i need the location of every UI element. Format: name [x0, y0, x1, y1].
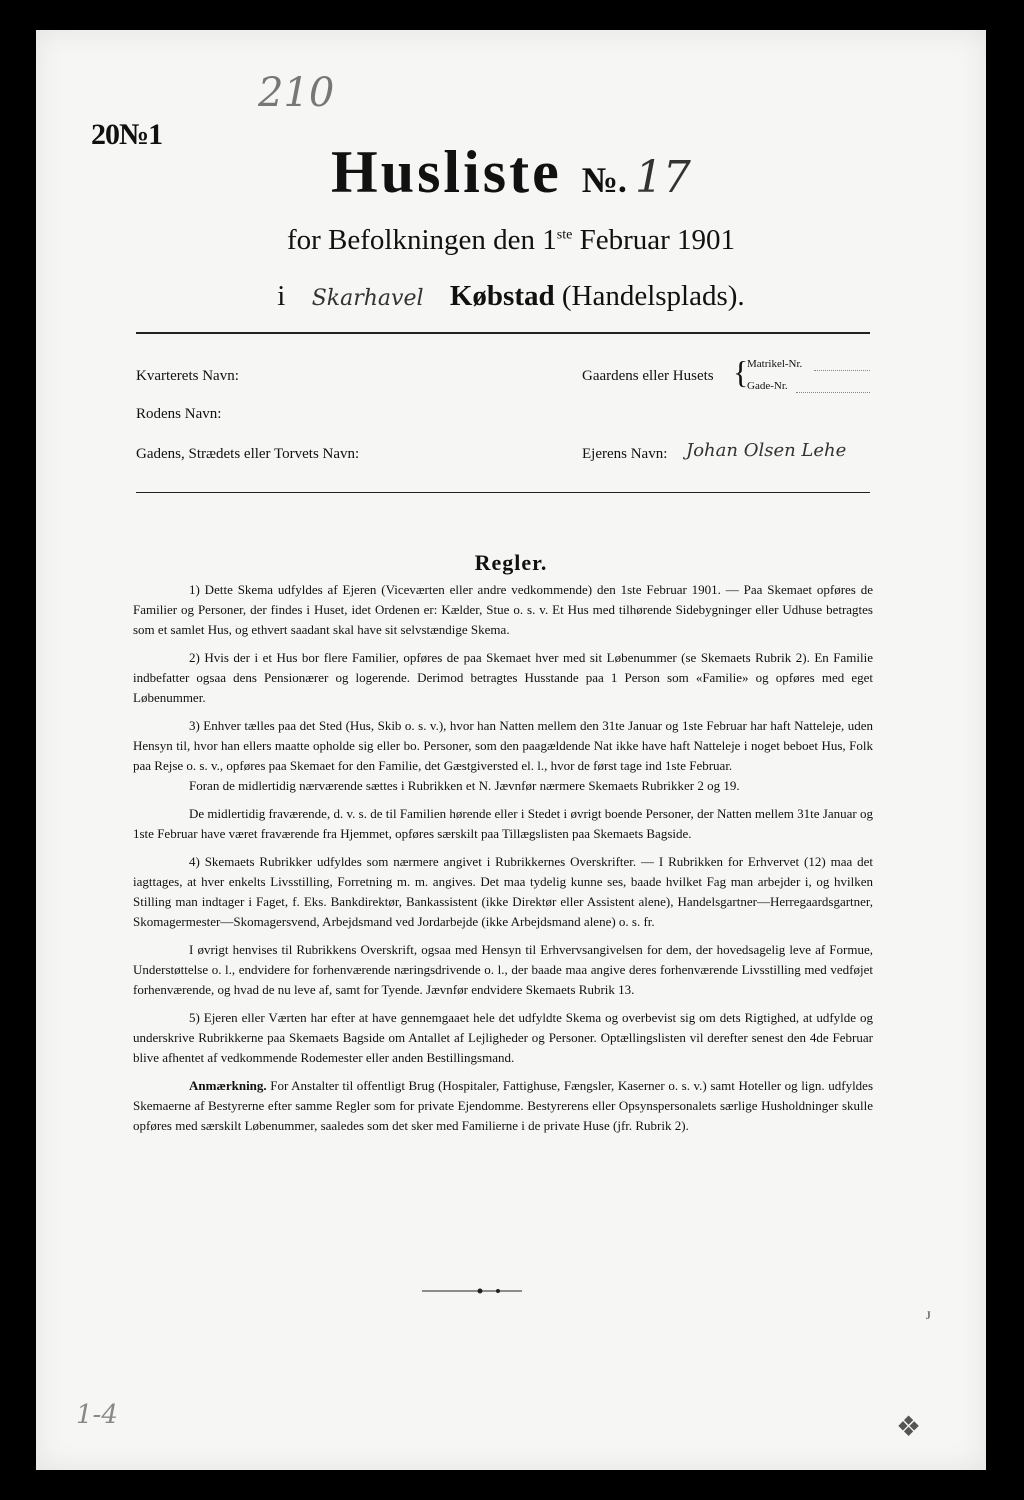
ornament-divider — [422, 1288, 522, 1294]
handwritten-owner-name: Johan Olsen Lehe — [686, 440, 847, 461]
rule-paragraph: 2) Hvis der i et Hus bor flere Familier, opføres de paa Skemaet hver med sit Løbenummer (se Skemaets Rubrik 2). En Familie indbefatter ogsaa dens Pensionærer og logerende. Derimod betragtes Husstande paa 1 Person som «Familie» og opføres med eget Løbenummer. — [133, 650, 873, 705]
rule-paragraph: 5) Ejeren eller Værten har efter at have gennemgaaet hele det udfyldte Skema og overbevist sig om dets Rigtighed, at udfylde og underskrive Rubrikkerne paa Skemaets Bagside om Antallet af Lejligheder og Personer. Optællingslisten vil derefter senest den 4de Februar blive afhentet af vedkommende Rodemester eller anden Bestillingsmand. — [133, 1010, 873, 1065]
city-type: Købstad — [449, 280, 555, 312]
subtitle-superscript: ste — [556, 227, 573, 243]
ink-blot: ❖ — [896, 1412, 922, 1443]
subtitle-text: for Befolkningen den 1 — [286, 224, 557, 256]
note-label: Anmærkning. — [189, 1078, 267, 1093]
title-row — [36, 138, 986, 207]
rule-paragraph: I øvrigt henvises til Rubrikkens Overskrift, ogsaa med Hensyn til Erhvervsangivelsen for dem, der hovedsagelig leve af Formue, Understøttelse o. l., endvidere for forhenværende næringsdrivende o. l., der baade maa angive deres forhenværende Livsstilling med vedføjet forhenværende, og hvad de nu leve af, samt for Tyende. Jævnfør endvidere Skemaets Rubrik 13. — [133, 942, 873, 997]
roden-label: Rodens Navn: — [136, 406, 222, 422]
rule-paragraph: De midlertidig fraværende, d. v. s. de til Familien hørende eller i Stedet i øvrigt boende Personer, der Natten mellem 31te Januar og 1ste Februar have været fraværende fra Hjemmet, opføres særskilt paa Tillægslisten paa Skemaets Bagside. — [133, 806, 873, 841]
form-subtitle — [36, 224, 986, 257]
city-paren: (Handelsplads). — [561, 280, 745, 312]
rule-paragraph: 3) Enhver tælles paa det Sted (Hus, Skib o. s. v.), hvor han Natten mellem den 31te Januar og 1ste Februar har haft Natteleje, uden Hensyn til, hvor han ellers maatte opholde sig eller bo. Personer, som den paagældende Nat ikke have haft Natteleje i noget beboet Hus, Folk paa Rejse o. s. v., opføres paa Skemaet for den Familie, det Gæstgiversted el. l., hvor de først tage ind 1ste Februar. — [133, 718, 873, 773]
handwritten-city-name: Skarhavel — [311, 286, 424, 311]
rules-text — [133, 580, 873, 1144]
city-line — [36, 280, 986, 313]
gade-label: Gadens, Strædets eller Torvets Navn: — [136, 446, 360, 462]
census-form-page — [36, 30, 986, 1470]
form-title: Husliste — [331, 139, 562, 205]
matrikel-label: Matrikel-Nr. — [747, 358, 803, 370]
rule-paragraph: 4) Skemaets Rubrikker udfyldes som nærmere angivet i Rubrikkernes Overskrifter. — I Rubrikken for Erhvervet (12) maa det iagttages, at hver enkelts Livsstilling, Forretning m. m. angives. Det maa tydelig kunne ses, baade hvilket Fag man arbejder i, og hvilken Stilling man indtager i Faget, f. Eks. Bankdirektør, Bankassistent (ikke Direktør eller Assistent alene), Handelsgartner—Herregaardsgartner, Skomagermester—Skomagersvend, Arbejdsmand ved Jordarbejde (ikke Arbejdsmand alene) o. s. fr. — [133, 854, 873, 929]
form-serial-number: 20№1 — [91, 118, 163, 151]
gaard-label: Gaardens eller Husets — [582, 368, 714, 384]
matrikel-line — [814, 370, 870, 371]
subtitle-date: Februar 1901 — [579, 224, 736, 256]
handwritten-range-mark: 1-4 — [76, 1400, 118, 1430]
gadenr-label: Gade-Nr. — [747, 380, 788, 392]
header-divider — [136, 332, 870, 334]
rules-heading: Regler. — [474, 550, 548, 575]
city-prefix: i — [277, 280, 286, 312]
kvarter-label: Kvarterets Navn: — [136, 368, 239, 384]
ejer-label: Ejerens Navn: — [582, 446, 668, 462]
note-text: For Anstalter til offentligt Brug (Hospitaler, Fattighuse, Fængsler, Kaserner o. s. v.) samt Hoteller og lign. udfyldes Skemaerne af Bestyrerne efter samme Regler som for private Ejendomme. Bestyrerens eller Opsynspersonalets særlige Husholdninger skulle opføres med særskilt Løbenummer, saaledes som det sker med Familierne i de private Huse (jfr. Rubrik 2). — [133, 1078, 874, 1133]
brace-icon: { — [733, 354, 749, 390]
fields-divider — [136, 492, 870, 493]
handwritten-house-number: 17 — [634, 152, 691, 203]
title-number-label: №. — [581, 160, 627, 200]
margin-mark: J — [926, 1308, 931, 1322]
gadenr-line — [796, 392, 870, 393]
note-paragraph — [133, 1076, 873, 1136]
handwritten-page-number: 210 — [258, 70, 335, 116]
rule-paragraph: Foran de midlertidig nærværende sættes i Rubrikken et N. Jævnfør nærmere Skemaets Rubrikker 2 og 19. — [189, 778, 740, 793]
rule-paragraph: 1) Dette Skema udfyldes af Ejeren (Viceværten eller andre vedkommende) den 1ste Februar 1901. — Paa Skemaet opføres de Familier og Personer, der findes i Huset, idet Ordenen er: Kælder, Stue o. s. v. Et Hus med tilhørende Sidebygninger eller Udhuse betragtes som et samlet Hus, og ethvert saadant skal have sit selvstændige Skema. — [133, 582, 873, 637]
